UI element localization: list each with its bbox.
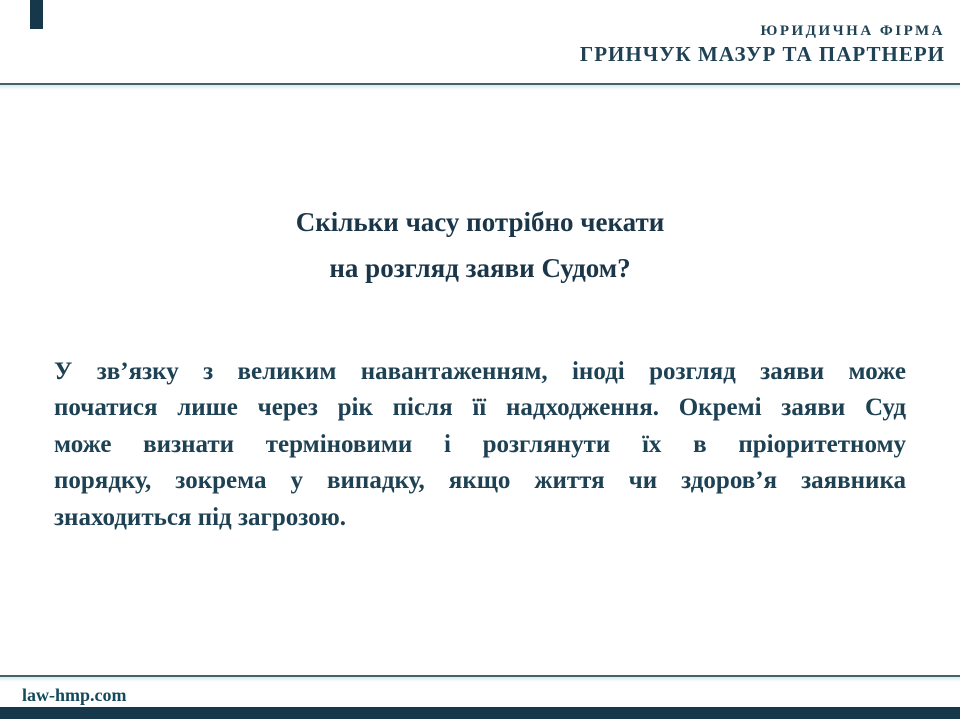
slide-title: [0, 199, 960, 291]
bottom-accent-bar: [0, 707, 960, 719]
body-line: У зв’язку з великим навантаженням, іноді розгляд заяви може: [54, 358, 906, 385]
top-left-accent-bar: [30, 0, 43, 29]
body-line: знаходиться під загрозою.: [54, 503, 347, 531]
body-paragraph: [54, 354, 906, 536]
slide-title-line2: на розгляд заяви Судом?: [329, 253, 631, 283]
footer-divider: [0, 675, 960, 677]
body-line: може визнати терміновими і розглянути їх в пріоритетному: [54, 430, 906, 458]
body-line: порядку, зокрема у випадку, якщо життя чи здоров’я заявника: [54, 467, 906, 495]
slide-title-line1: Скільки часу потрібно чекати: [295, 207, 665, 237]
body-line: початися лише через рік після її надходження. Окремі заяви Суд: [54, 394, 906, 422]
firm-type-label: ЮРИДИЧНА ФІРМА: [760, 23, 945, 39]
header-divider: [0, 83, 960, 85]
website-url: law-hmp.com: [22, 685, 127, 705]
firm-name-label: ГРИНЧУК МАЗУР ТА ПАРТНЕРИ: [579, 42, 945, 66]
